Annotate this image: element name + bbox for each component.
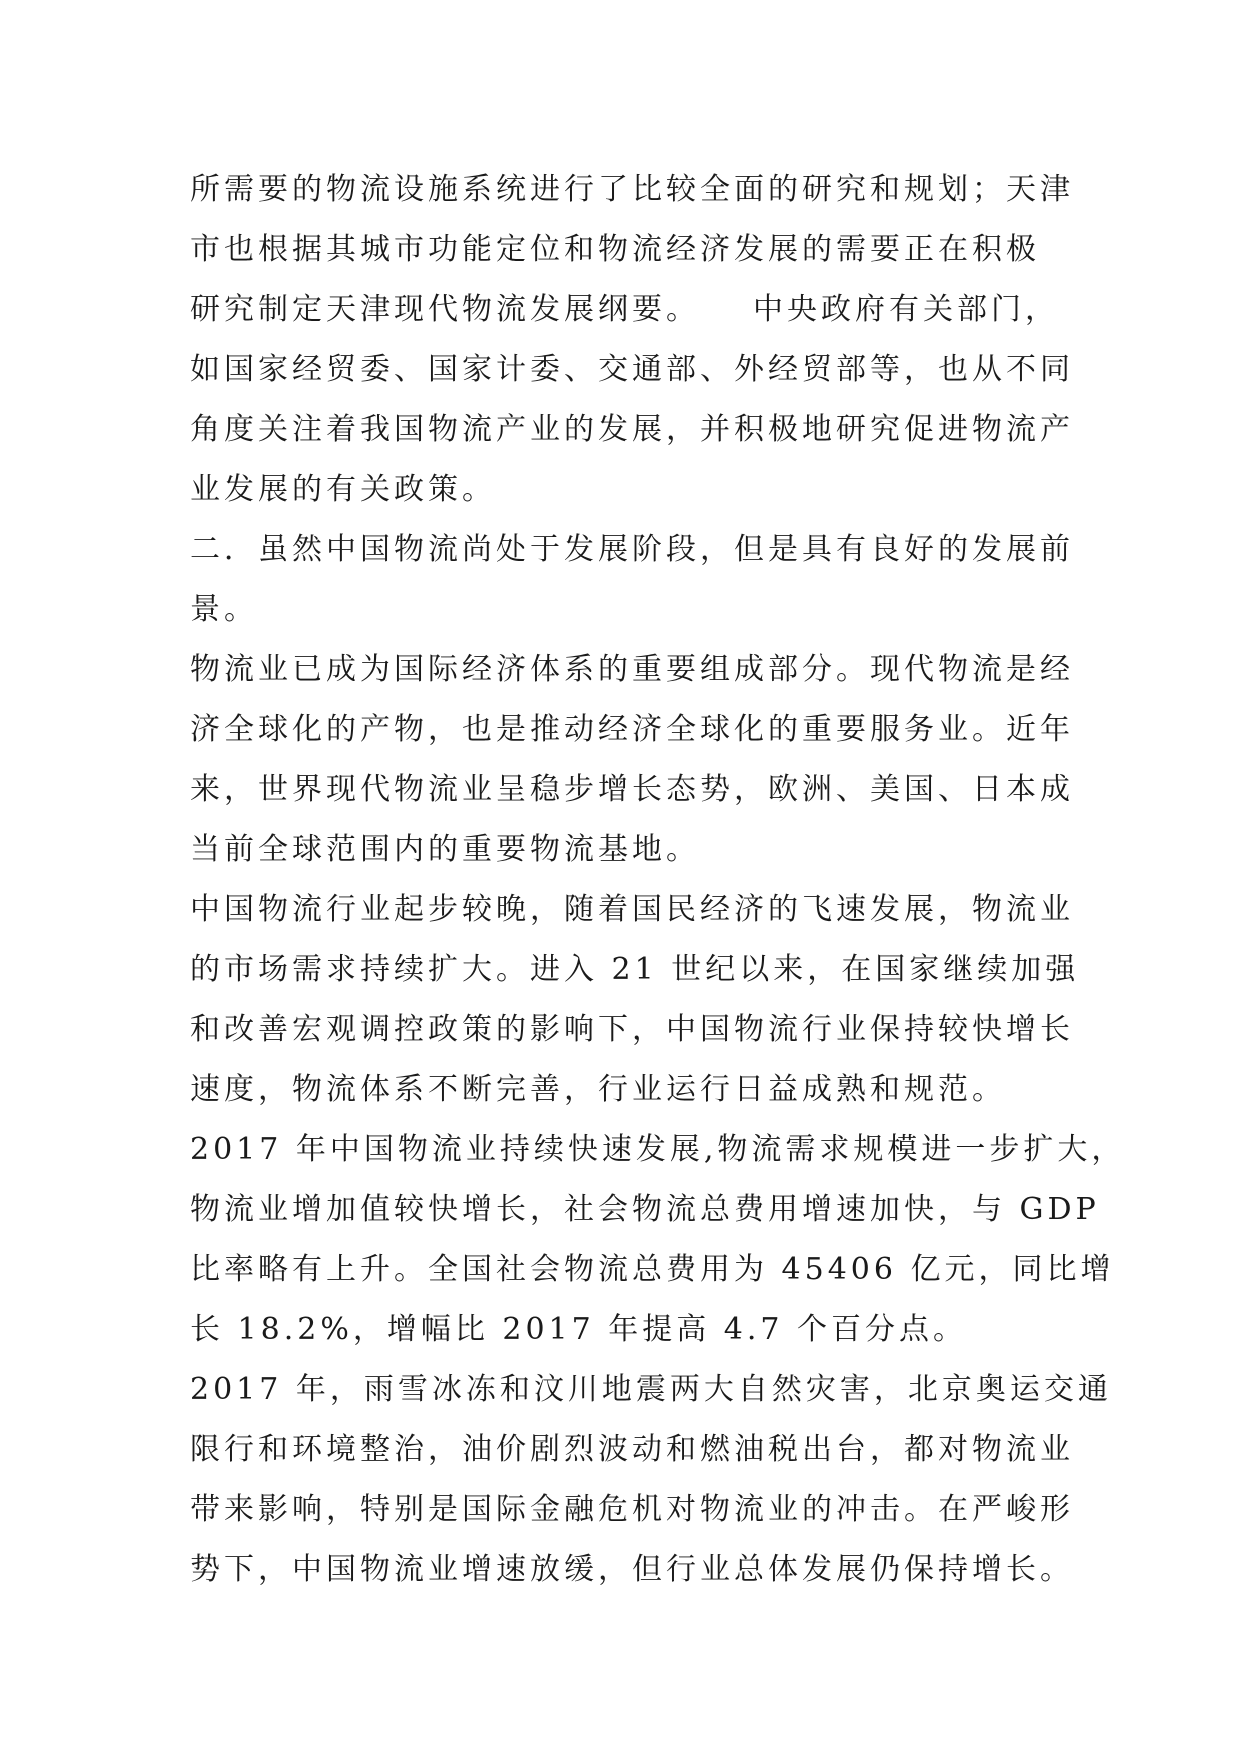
text-line: 角度关注着我国物流产业的发展，并积极地研究促进物流产: [190, 412, 1074, 447]
text-line: 速度，物流体系不断完善，行业运行日益成熟和规范。: [190, 1072, 1006, 1107]
text-line: 带来影响，特别是国际金融危机对物流业的冲击。在严峻形: [190, 1492, 1074, 1527]
text-line: 2017 年中国物流业持续快速发展,物流需求规模进一步扩大，: [190, 1132, 1126, 1167]
text-line: 所需要的物流设施系统进行了比较全面的研究和规划；天津: [190, 172, 1074, 207]
text-line: 研究制定天津现代物流发展纲要。 中央政府有关部门，: [190, 292, 1059, 327]
text-line: 比率略有上升。全国社会物流总费用为 45406 亿元，同比增: [190, 1252, 1115, 1287]
section-heading-line: 景。: [190, 592, 258, 627]
text-line: 长 18.2%，增幅比 2017 年提高 4.7 个百分点。: [190, 1312, 968, 1347]
text-line: 市也根据其城市功能定位和物流经济发展的需要正在积极: [190, 232, 1040, 267]
text-line: 来，世界现代物流业呈稳步增长态势，欧洲、美国、日本成: [190, 772, 1074, 807]
text-line: 济全球化的产物，也是推动经济全球化的重要服务业。近年: [190, 712, 1074, 747]
text-line: 限行和环境整治，油价剧烈波动和燃油税出台，都对物流业: [190, 1432, 1074, 1467]
text-line: 如国家经贸委、国家计委、交通部、外经贸部等，也从不同: [190, 352, 1074, 387]
text-line: 物流业已成为国际经济体系的重要组成部分。现代物流是经: [190, 652, 1074, 687]
text-line: 和改善宏观调控政策的影响下，中国物流行业保持较快增长: [190, 1012, 1074, 1047]
text-line: 势下，中国物流业增速放缓，但行业总体发展仍保持增长。: [190, 1552, 1074, 1587]
text-line: 2017 年，雨雪冰冻和汶川地震两大自然灾害，北京奥运交通: [190, 1372, 1112, 1407]
body-text: [190, 160, 1126, 1600]
text-line: 当前全球范围内的重要物流基地。: [190, 832, 700, 867]
text-line: 业发展的有关政策。: [190, 472, 496, 507]
section-heading-line: 二．虽然中国物流尚处于发展阶段，但是具有良好的发展前: [190, 532, 1074, 567]
text-line: 中国物流行业起步较晚，随着国民经济的飞速发展，物流业: [190, 892, 1074, 927]
text-line: 的市场需求持续扩大。进入 21 世纪以来，在国家继续加强: [190, 952, 1080, 987]
text-line: 物流业增加值较快增长，社会物流总费用增速加快，与 GDP: [190, 1192, 1100, 1227]
